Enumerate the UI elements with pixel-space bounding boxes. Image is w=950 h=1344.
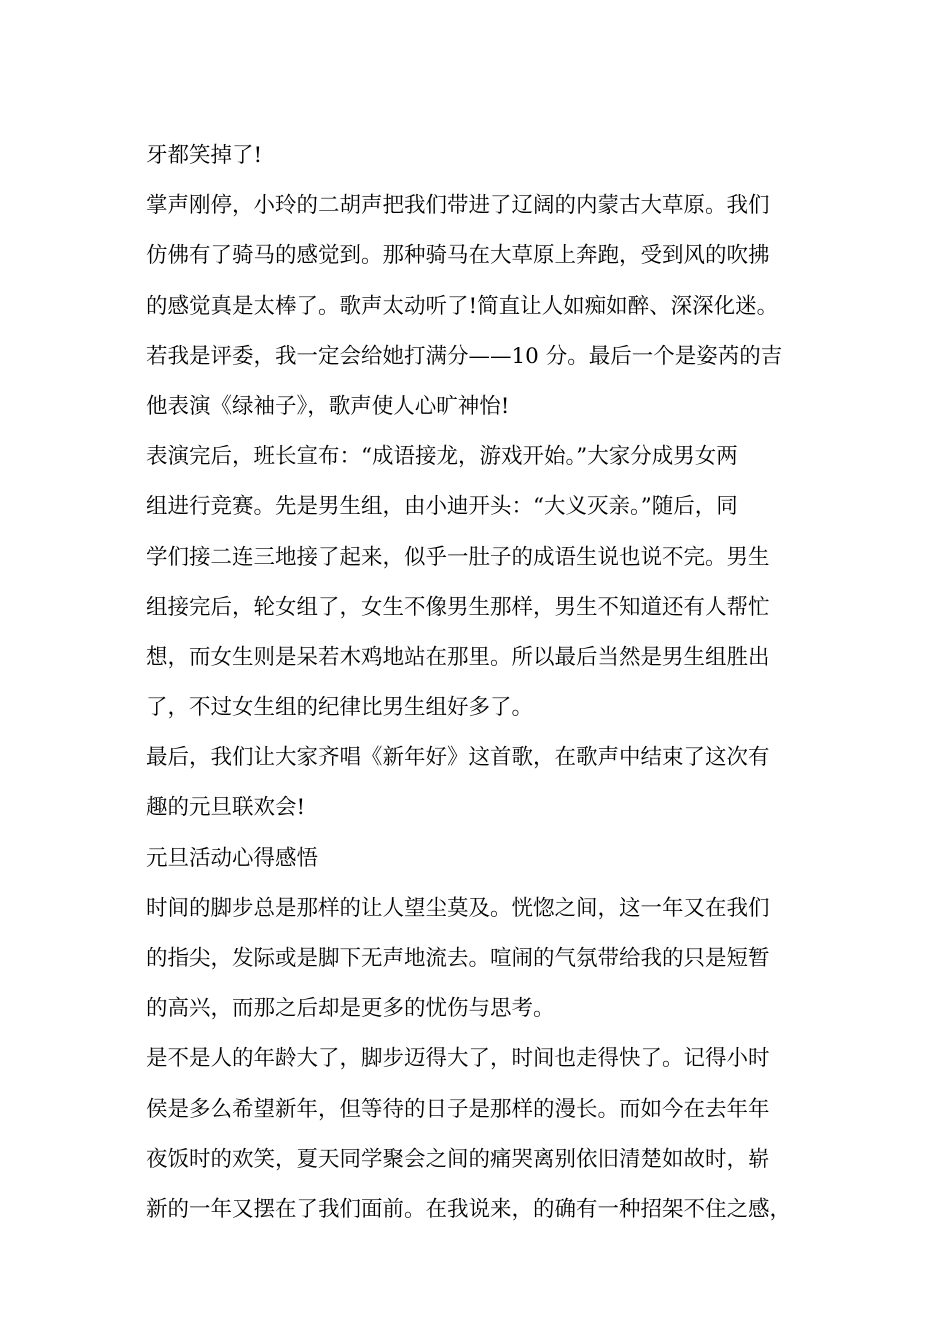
text-line: 时间的脚步总是那样的让人望尘莫及。恍惚之间，这一年又在我们 xyxy=(146,895,770,921)
text-line: 的高兴，而那之后却是更多的忧伤与思考。 xyxy=(146,996,555,1022)
text-line: 的指尖，发际或是脚下无声地流去。喧闹的气氛带给我的只是短暂 xyxy=(146,946,770,971)
text-line: 表演完后，班长宣布：“成语接龙，游戏开始。”大家分成男女两 xyxy=(146,444,738,470)
text-line: 趣的元旦联欢会! xyxy=(146,795,306,821)
text-line: 学们接二连三地接了起来，似乎一肚子的成语生说也说不完。男生 xyxy=(146,544,770,570)
text-line: 是不是人的年龄大了，脚步迈得大了，时间也走得快了。记得小时 xyxy=(146,1046,770,1072)
text-line: 他表演《绿袖子》，歌声使人心旷神怡! xyxy=(146,393,510,419)
text-line: 若我是评委，我一定会给她打满分——10 分。最后一个是姿芮的吉 xyxy=(146,343,783,369)
text-line: 仿佛有了骑马的感觉到。那种骑马在大草原上奔跑，受到风的吹拂 xyxy=(146,243,770,269)
section-heading: 元旦活动心得感悟 xyxy=(146,845,319,871)
text-line: 组进行竞赛。先是男生组，由小迪开头：“大义灭亲。”随后，同 xyxy=(146,494,738,520)
text-line: 了，不过女生组的纪律比男生组好多了。 xyxy=(146,695,534,721)
text-line: 想，而女生则是呆若木鸡地站在那里。所以最后当然是男生组胜出 xyxy=(146,644,770,670)
text-line: 的感觉真是太棒了。歌声太动听了!简直让人如痴如醉、深深化迷。 xyxy=(146,293,779,319)
text-line: 最后，我们让大家齐唱《新年好》这首歌，在歌声中结束了这次有 xyxy=(146,745,770,771)
text-line: 侯是多么希望新年，但等待的日子是那样的漫长。而如今在去年年 xyxy=(146,1096,770,1122)
text-line: 夜饭时的欢笑，夏天同学聚会之间的痛哭离别依旧清楚如故时，崭 xyxy=(146,1146,770,1172)
text-line: 掌声刚停，小玲的二胡声把我们带进了辽阔的内蒙古大草原。我们 xyxy=(146,193,770,219)
text-line: 组接完后，轮女组了，女生不像男生那样，男生不知道还有人帮忙 xyxy=(146,594,770,620)
text-line: 新的一年又摆在了我们面前。在我说来，的确有一种招架不住之感， xyxy=(146,1196,792,1222)
text-line: 牙都笑掉了! xyxy=(146,143,263,168)
document-body xyxy=(146,131,836,1235)
